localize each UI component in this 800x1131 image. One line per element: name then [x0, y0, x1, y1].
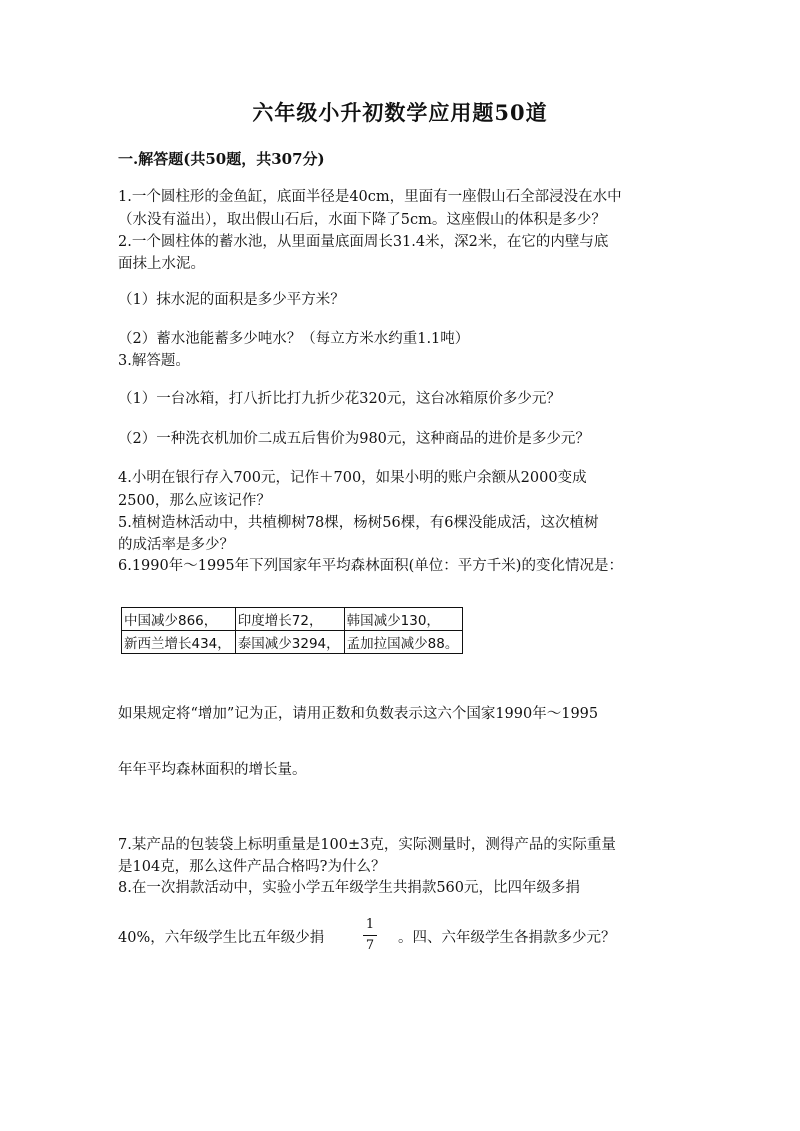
table-cell: 泰国减少3294， [235, 631, 344, 654]
question-4-line-2: 2500，那么应该记作？ [118, 493, 271, 509]
table-cell: 孟加拉国减少88。 [344, 631, 463, 654]
question-6-line-3: 年年平均森林面积的增长量。 [118, 762, 307, 778]
question-2-line-2: 面抹上水泥。 [118, 256, 205, 272]
fraction-numerator: 1 [365, 917, 375, 932]
table-row [122, 631, 463, 654]
question-5-line-2: 的成活率是多少？ [118, 537, 234, 553]
section-heading: 一.解答题(共50题，共307分) [118, 150, 325, 168]
question-8-line-2-before: 40%，六年级学生比五年级少捐 [118, 930, 325, 946]
document-title: 六年级小升初数学应用题50道 [252, 100, 548, 125]
question-7-line-1: 7.某产品的包装袋上标明重量是100±3克，实际测量时，测得产品的实际重量 [118, 837, 616, 853]
question-2-sub-2: （2）蓄水池能蓄多少吨水？（每立方米水约重1.1吨） [118, 331, 470, 347]
table-cell: 中国减少866， [122, 608, 236, 631]
question-3-sub-2: （2）一种洗衣机加价二成五后售价为980元，这种商品的进价是多少元？ [118, 431, 590, 447]
question-3-sub-1: （1）一台冰箱，打八折比打九折少花320元，这台冰箱原价多少元？ [118, 391, 561, 407]
question-1-line-1: 1.一个圆柱形的金鱼缸，底面半径是40cm，里面有一座假山石全部浸没在水中 [118, 189, 622, 205]
question-8-line-1: 8.在一次捐款活动中，实验小学五年级学生共捐款560元，比四年级多捐 [118, 880, 581, 896]
question-2-sub-1: （1）抹水泥的面积是多少平方米？ [118, 292, 345, 308]
question-1-line-2: （水没有溢出），取出假山石后，水面下降了5cm。这座假山的体积是多少？ [118, 212, 606, 228]
table-cell: 韩国减少130， [344, 608, 463, 631]
question-7-line-2: 是104克，那么这件产品合格吗?为什么？ [118, 859, 386, 875]
question-6-line-2: 如果规定将“增加”记为正，请用正数和负数表示这六个国家1990年～1995 [118, 706, 599, 722]
fraction-bar [363, 935, 377, 936]
forest-change-table [121, 607, 463, 654]
question-5-line-1: 5.植树造林活动中，共植柳树78棵，杨树56棵，有6棵没能成活，这次植树 [118, 515, 599, 531]
question-4-line-1: 4.小明在银行存入700元，记作＋700，如果小明的账户余额从2000变成 [118, 470, 587, 486]
question-3-line-1: 3.解答题。 [118, 353, 190, 369]
question-2-line-1: 2.一个圆柱体的蓄水池，从里面量底面周长31.4米，深2米，在它的内壁与底 [118, 234, 609, 250]
fraction-one-seventh [360, 917, 380, 954]
fraction-denominator: 7 [365, 938, 375, 953]
table-cell: 新西兰增长434， [122, 631, 236, 654]
table-cell: 印度增长72， [235, 608, 344, 631]
table-row [122, 608, 463, 631]
question-6-line-1: 6.1990年～1995年下列国家年平均森林面积(单位：平方千米)的变化情况是： [118, 558, 623, 574]
question-8-line-2-after: 。四、六年级学生各捐款多少元？ [398, 930, 616, 946]
